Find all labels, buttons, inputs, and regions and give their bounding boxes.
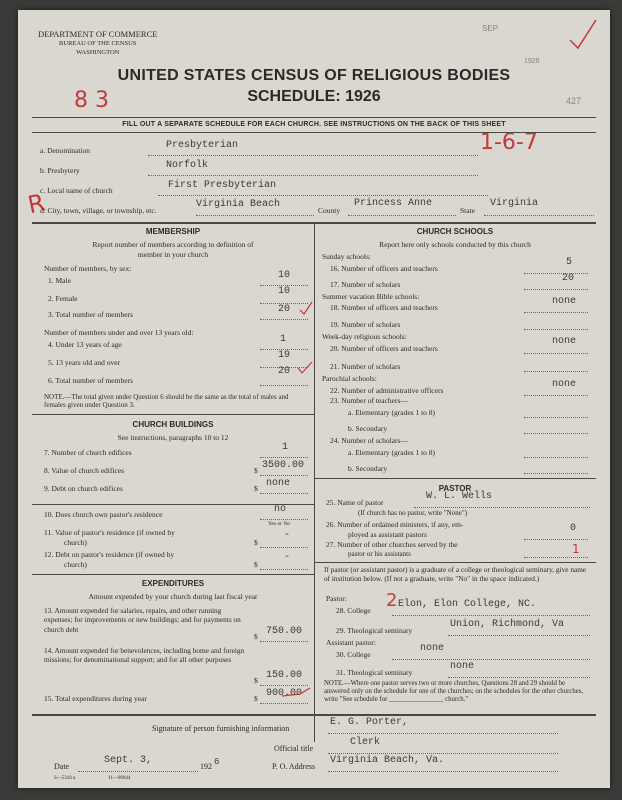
q22-admin-officers-field[interactable]: none (552, 379, 577, 390)
red-strike-q15 (280, 686, 314, 702)
q14-label: 14. Amount expended for benevolences, including home and foreign missions; for denominational support; and for all other purposes (44, 646, 245, 665)
q31-assistant-seminary-field[interactable]: none (450, 661, 475, 672)
pastor-label: Pastor: (326, 594, 347, 603)
q13-running-expenses-field[interactable]: 750.00 (266, 626, 303, 637)
q8-dollar: $ (254, 466, 258, 475)
state-label: State (460, 206, 475, 215)
q13-dollar: $ (254, 632, 258, 641)
q20-label: 20. Number of officers and teachers (330, 344, 438, 353)
q26-label-1: 26. Number of ordained ministers, if any, em- (326, 520, 464, 529)
q29-pastor-seminary-field[interactable]: Union, Richmond, Va (450, 619, 565, 630)
q1-male-field[interactable]: 10 (278, 270, 291, 281)
q26-label-2: ployed as assistant pastors (348, 530, 427, 539)
department-name: DEPARTMENT OF COMMERCE (38, 29, 158, 39)
q1-label: 1. Male (48, 276, 71, 285)
official-title-field[interactable]: Clerk (350, 737, 381, 748)
q14-benevolences-field[interactable]: 150.00 (266, 670, 303, 681)
city-field[interactable]: Virginia Beach (196, 199, 281, 210)
q26-assistant-pastors-field[interactable]: 0 (570, 523, 577, 534)
church-name-field[interactable]: First Presbyterian (168, 180, 277, 191)
form-instructions: FILL OUT A SEPARATE SCHEDULE FOR EACH CHURCH. SEE INSTRUCTIONS ON THE BACK OF THIS SHEET (122, 121, 506, 128)
schools-sub: Report here only schools conducted by this church (379, 240, 531, 249)
q9-debt-field[interactable]: none (266, 478, 291, 489)
red-tick-q6 (296, 360, 314, 376)
form-title: UNITED STATES CENSUS OF RELIGIOUS BODIES (117, 67, 511, 84)
red-annotation-83: 8 3 (74, 88, 109, 113)
q13-label: 13. Amount expended for salaries, repairs, and other running expenses; for improvements or new buildings; and for payments on church debt (44, 606, 241, 634)
q11-residence-value-field[interactable]: - (284, 530, 291, 541)
q27-label-2: pastor or his assistants (348, 550, 411, 558)
q21-label: 21. Number of scholars (330, 362, 401, 371)
buildings-sub: See instructions, paragraphs 10 to 12 (117, 433, 229, 442)
form-schedule: SCHEDULE: 1926 (247, 88, 381, 105)
q12-label-1: 12. Debt on pastor's residence (if owned by (44, 550, 175, 559)
q17-label: 17. Number of scholars (330, 280, 401, 289)
q28-label: 28. College (336, 606, 371, 615)
q16-sunday-teachers-field[interactable]: 5 (566, 257, 573, 268)
county-label: County (318, 206, 341, 215)
q9-label: 9. Debt on church edifices (44, 484, 123, 493)
presbytery-label: b. Presbytery (40, 166, 80, 175)
yes-no-hint: Yes or No (268, 521, 291, 527)
q28-pastor-college-field[interactable]: Elon, Elon College, NC. (398, 599, 537, 610)
q25-label: 25. Name of pastor (326, 498, 384, 507)
q22-label: 22. Number of administrative officers (330, 386, 444, 395)
q11-label-2: church) (64, 538, 87, 547)
q3-total-field[interactable]: 20 (278, 304, 291, 315)
q6-label: 6. Total number of members (48, 376, 133, 385)
q7-edifices-field[interactable]: 1 (282, 442, 289, 453)
q12-residence-debt-field[interactable]: - (284, 552, 291, 563)
q5-label: 5. 13 years old and over (48, 358, 121, 367)
membership-heading: MEMBERSHIP (145, 227, 201, 236)
q8-label: 8. Value of church edifices (44, 466, 125, 475)
q24b-label: b. Secondary (348, 464, 388, 473)
received-stamp-month: SEP (482, 24, 499, 33)
county-field[interactable]: Princess Anne (354, 198, 433, 209)
q8-value-field[interactable]: 3500.00 (262, 460, 305, 471)
form-number: S—5318 a (54, 776, 76, 781)
pastor-heading: PASTOR (438, 484, 472, 493)
bureau-name: BUREAU OF THE CENSUS (59, 40, 137, 47)
q18-label: 18. Number of officers and teachers (330, 303, 438, 312)
po-address-field[interactable]: Virginia Beach, Va. (330, 755, 445, 766)
q30-assistant-college-field[interactable]: none (420, 643, 445, 654)
schools-heading: CHURCH SCHOOLS (416, 227, 494, 236)
q4-label: 4. Under 13 years of age (48, 340, 122, 349)
received-stamp-number: 427 (566, 96, 582, 106)
q2-label: 2. Female (48, 294, 78, 303)
q28-red-mark: 2 (386, 590, 398, 611)
sunday-schools-label: Sunday schools: (322, 252, 371, 261)
q23b-label: b. Secondary (348, 424, 388, 433)
q10-label: 10. Does church own pastor's residence (44, 510, 163, 519)
members-by-sex-label: Number of members, by sex: (44, 264, 132, 273)
po-address-label: P. O. Address (272, 762, 316, 771)
membership-sub-1: Report number of members according to definition of (92, 240, 254, 249)
q15-dollar: $ (254, 694, 258, 703)
q12-dollar: $ (254, 560, 258, 569)
city-label: d. City, town, village, or township, etc. (40, 206, 157, 215)
q12-label-2: church) (64, 560, 87, 569)
members-by-age-label: Number of members under and over 13 years old: (44, 328, 194, 337)
print-code: 11—00044 (108, 776, 131, 781)
membership-note: NOTE.—The total given under Question 6 should be the same as the total of males and females given under Question 3. (44, 393, 289, 409)
q11-label-1: 11. Value of pastor's residence (if owned by (44, 528, 175, 537)
signature-field[interactable]: E. G. Porter, (330, 717, 409, 728)
q30-label: 30. College (336, 650, 371, 659)
red-annotation-r: R (25, 188, 48, 220)
church-name-label: c. Local name of church (40, 186, 113, 195)
multiple-churches-note: NOTE.—Where one pastor serves two or more churches, Questions 28 and 29 should be answered only on the schedule for one of the churches; on the schedules for the other churches, write "See schedule for ________________ church." (324, 680, 584, 704)
expenditures-sub: Amount expended by your church during last fiscal year (88, 592, 258, 601)
q15-total-expenditures-field[interactable]: 900.00 (266, 688, 303, 699)
q18-summer-teachers-field[interactable]: none (552, 296, 577, 307)
q24a-label: a. Elementary (grades 1 to 8) (348, 448, 436, 457)
q17-sunday-scholars-field[interactable]: 20 (562, 273, 575, 284)
graduate-note: If pastor (or assistant pastor) is a graduate of a college or theological seminary, give name of institution below. (If not a graduate, write "No" in the space indicated.) (324, 565, 587, 583)
q2-female-field[interactable]: 10 (278, 286, 291, 297)
year-field[interactable]: 6 (214, 757, 220, 767)
expenditures-heading: EXPENDITURES (141, 579, 205, 588)
assistant-pastor-label: Assistant pastor: (326, 638, 376, 647)
year-prefix: 192 (200, 762, 212, 771)
q11-dollar: $ (254, 538, 258, 547)
weekday-schools-label: Week-day religious schools: (322, 332, 407, 341)
denomination-field[interactable]: Presbyterian (166, 140, 239, 151)
q20-weekday-teachers-field[interactable]: none (552, 336, 577, 347)
q14-dollar: $ (254, 676, 258, 685)
q19-label: 19. Number of scholars (330, 320, 401, 329)
presbytery-field[interactable]: Norfolk (166, 160, 209, 171)
q25-pastor-name-field[interactable]: W. L. Wells (426, 491, 493, 502)
q16-label: 16. Number of officers and teachers (330, 264, 438, 273)
q23-label: 23. Number of teachers— (330, 396, 408, 405)
q25-note: (If church has no pastor, write "None") (358, 509, 468, 517)
red-tick-q3 (298, 300, 314, 316)
q7-label: 7. Number of church edifices (44, 448, 132, 457)
q29-label: 29. Theological seminary (336, 626, 413, 635)
received-stamp-year: 1926 (524, 58, 540, 65)
parochial-schools-label: Parochial schools: (322, 374, 377, 383)
census-form-sheet (18, 10, 610, 788)
department-block (38, 30, 157, 57)
date-label: Date (54, 762, 70, 771)
official-title-label: Official title (274, 744, 314, 753)
q10-owns-residence-field[interactable]: no (274, 504, 287, 515)
q24-label: 24. Number of scholars— (330, 436, 408, 445)
summer-schools-label: Summer vacation Bible schools: (322, 292, 420, 301)
signature-label: Signature of person furnishing information (152, 724, 290, 733)
membership-sub-2: member in your church (137, 250, 209, 259)
red-check-mark (568, 16, 598, 56)
bureau-city: WASHINGTON (76, 49, 120, 56)
q6-total-field[interactable]: 20 (278, 366, 291, 377)
q31-label: 31. Theological seminary (336, 668, 413, 677)
red-annotation-167: 1-6-7 (480, 130, 538, 155)
q27-other-churches-field[interactable]: 1 (572, 542, 580, 556)
q27-label-1: 27. Number of other churches served by the (326, 540, 458, 549)
q9-dollar: $ (254, 484, 258, 493)
q3-label: 3. Total number of members (48, 310, 133, 319)
state-field[interactable]: Virginia (490, 198, 539, 209)
q5-over13-field[interactable]: 19 (278, 350, 291, 361)
denomination-label: a. Denomination (40, 146, 90, 155)
date-field[interactable]: Sept. 3, (104, 755, 153, 766)
q15-label: 15. Total expenditures during year (44, 694, 147, 703)
q4-under13-field[interactable]: 1 (280, 334, 287, 345)
q23a-label: a. Elementary (grades 1 to 8) (348, 408, 436, 417)
buildings-heading: CHURCH BUILDINGS (132, 420, 214, 429)
